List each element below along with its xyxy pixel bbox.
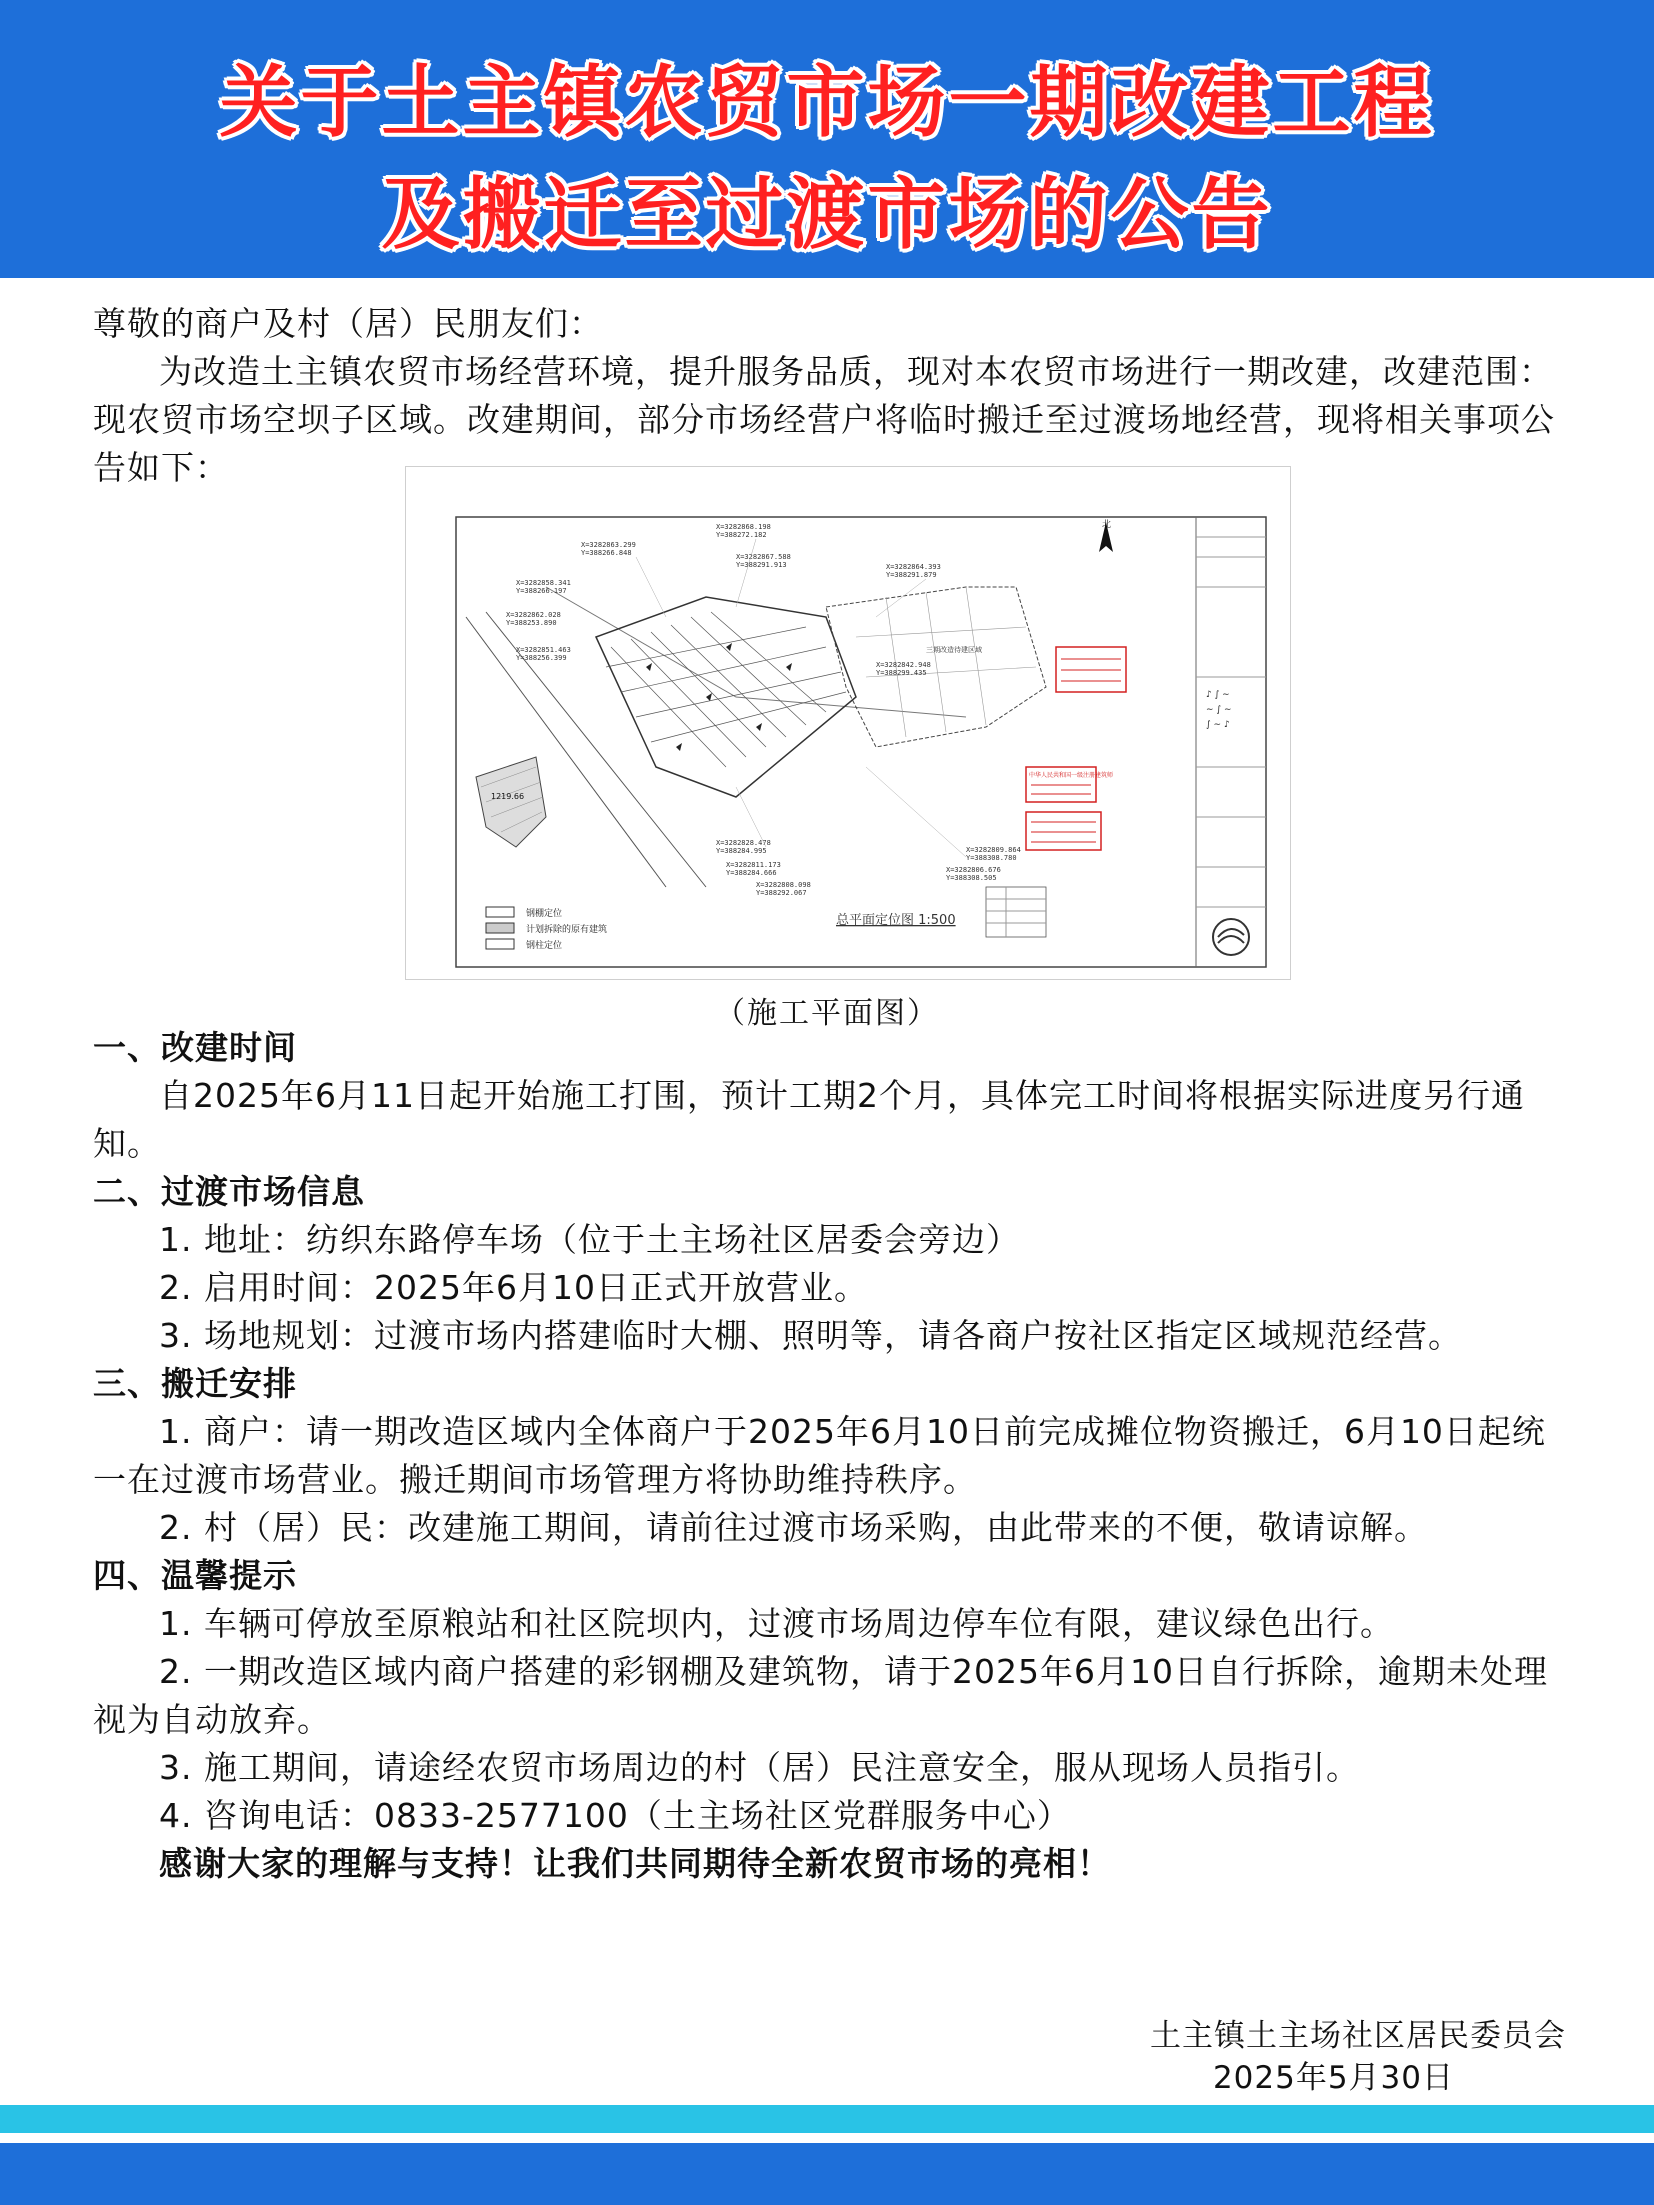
section-paragraph: 1. 车辆可停放至原粮站和社区院坝内，过渡市场周边停车位有限，建议绿色出行。 xyxy=(159,1604,1394,1643)
legend-item: 钢柱定位 xyxy=(526,941,563,951)
svg-text:Y=388308.505: Y=388308.505 xyxy=(946,874,997,882)
title-line-1: 关于土主镇农贸市场一期改建工程 xyxy=(219,58,1435,148)
white-stripe xyxy=(0,2133,1654,2143)
svg-text:Y=388291.879: Y=388291.879 xyxy=(886,571,937,579)
section-paragraph: 3. 场地规划：过渡市场内搭建临时大棚、照明等，请各商户按社区指定区域规范经营。 xyxy=(159,1316,1462,1355)
svg-text:Y=388284.995: Y=388284.995 xyxy=(716,847,767,855)
area-value: 1219.66 xyxy=(491,792,525,801)
svg-text:X=3282858.341: X=3282858.341 xyxy=(516,579,571,587)
signature-org: 土主镇土主场社区居民委员会 xyxy=(1150,2018,1566,2054)
svg-text:Y=388292.067: Y=388292.067 xyxy=(756,889,807,897)
intro-block xyxy=(93,300,1571,492)
svg-text:X=3282863.299: X=3282863.299 xyxy=(581,541,636,549)
stamp-text: 中华人民共和国一级注册建筑师 xyxy=(1029,772,1114,779)
north-label: 北 xyxy=(1102,520,1112,530)
section-paragraph: 4. 咨询电话：0833-2577100（土主场社区党群服务中心） xyxy=(159,1796,1071,1835)
svg-text:♪ ∫ ∼: ♪ ∫ ∼ xyxy=(1206,690,1230,700)
signature-date: 2025年5月30日 xyxy=(1212,2060,1454,2096)
section-paragraph: 2. 一期改造区域内商户搭建的彩钢棚及建筑物，请于2025年6月10日自行拆除，逾期未处理视为自动放弃。 xyxy=(93,1652,1548,1739)
section-paragraph: 1. 商户：请一期改造区域内全体商户于2025年6月10日前完成摊位物资搬迁，6月10日起统一在过渡市场营业。搬迁期间市场管理方将协助维持秩序。 xyxy=(93,1412,1546,1499)
svg-text:Y=388266.197: Y=388266.197 xyxy=(516,587,567,595)
footer-bar xyxy=(0,2143,1654,2205)
svg-text:X=3282851.463: X=3282851.463 xyxy=(516,646,571,654)
svg-text:X=3282868.198: X=3282868.198 xyxy=(716,523,771,531)
svg-text:∼ ∫ ∼: ∼ ∫ ∼ xyxy=(1206,705,1232,715)
section-heading: 一、改建时间 xyxy=(93,1028,297,1067)
drawing-title: 总平面定位图 1:500 xyxy=(836,913,956,928)
intro-paragraph: 为改造土主镇农贸市场经营环境，提升服务品质，现对本农贸市场进行一期改建，改建范围：现农贸市场空坝子区域。改建期间，部分市场经营户将临时搬迁至过渡场地经营，现将相关事项公告如下： xyxy=(93,352,1555,487)
greeting: 尊敬的商户及村（居）民朋友们： xyxy=(93,304,603,343)
svg-text:X=3282811.173: X=3282811.173 xyxy=(726,861,781,869)
svg-text:Y=388284.666: Y=388284.666 xyxy=(726,869,777,877)
svg-text:Y=388256.399: Y=388256.399 xyxy=(516,654,567,662)
section-heading: 二、过渡市场信息 xyxy=(93,1172,365,1211)
svg-text:X=3282809.864: X=3282809.864 xyxy=(966,846,1021,854)
closing-line: 感谢大家的理解与支持！让我们共同期待全新农贸市场的亮相！ xyxy=(159,1844,1111,1883)
sections-block xyxy=(93,1024,1571,1888)
cyan-stripe xyxy=(0,2105,1654,2133)
legend-item: 钢棚定位 xyxy=(526,909,563,919)
plan-caption: （施工平面图） xyxy=(715,996,939,1031)
svg-text:∫ ∼ ♪: ∫ ∼ ♪ xyxy=(1206,720,1230,730)
svg-text:X=3282828.478: X=3282828.478 xyxy=(716,839,771,847)
svg-text:X=3282862.028: X=3282862.028 xyxy=(506,611,561,619)
section-heading: 四、温馨提示 xyxy=(93,1556,297,1595)
svg-text:X=3282867.588: X=3282867.588 xyxy=(736,553,791,561)
svg-text:X=3282864.393: X=3282864.393 xyxy=(886,563,941,571)
area-label: 三期改造待建区域 xyxy=(926,646,982,654)
header-banner xyxy=(0,0,1654,278)
section-paragraph: 自2025年6月11日起开始施工打围，预计工期2个月，具体完工时间将根据实际进度另行通知。 xyxy=(93,1076,1525,1163)
title-line-2: 及搬迁至过渡市场的公告 xyxy=(381,170,1273,260)
svg-text:X=3282842.948: X=3282842.948 xyxy=(876,661,931,669)
svg-text:X=3282808.098: X=3282808.098 xyxy=(756,881,811,889)
svg-text:Y=388253.890: Y=388253.890 xyxy=(506,619,557,627)
section-paragraph: 1. 地址：纺织东路停车场（位于土主场社区居委会旁边） xyxy=(159,1220,1020,1259)
section-paragraph: 3. 施工期间，请途经农贸市场周边的村（居）民注意安全，服从现场人员指引。 xyxy=(159,1748,1360,1787)
section-paragraph: 2. 启用时间：2025年6月10日正式开放营业。 xyxy=(159,1268,868,1307)
section-paragraph: 2. 村（居）民：改建施工期间，请前往过渡市场采购，由此带来的不便，敬请谅解。 xyxy=(159,1508,1428,1547)
svg-text:Y=388272.182: Y=388272.182 xyxy=(716,531,767,539)
section-heading: 三、搬迁安排 xyxy=(93,1364,297,1403)
svg-text:Y=388266.848: Y=388266.848 xyxy=(581,549,632,557)
svg-text:X=3282806.676: X=3282806.676 xyxy=(946,866,1001,874)
plan-drawing xyxy=(406,467,1290,979)
svg-text:Y=388291.913: Y=388291.913 xyxy=(736,561,787,569)
svg-text:Y=388308.780: Y=388308.780 xyxy=(966,854,1017,862)
construction-plan-image xyxy=(405,466,1291,980)
legend-item: 计划拆除的原有建筑 xyxy=(526,925,608,935)
svg-text:Y=388299.435: Y=388299.435 xyxy=(876,669,927,677)
